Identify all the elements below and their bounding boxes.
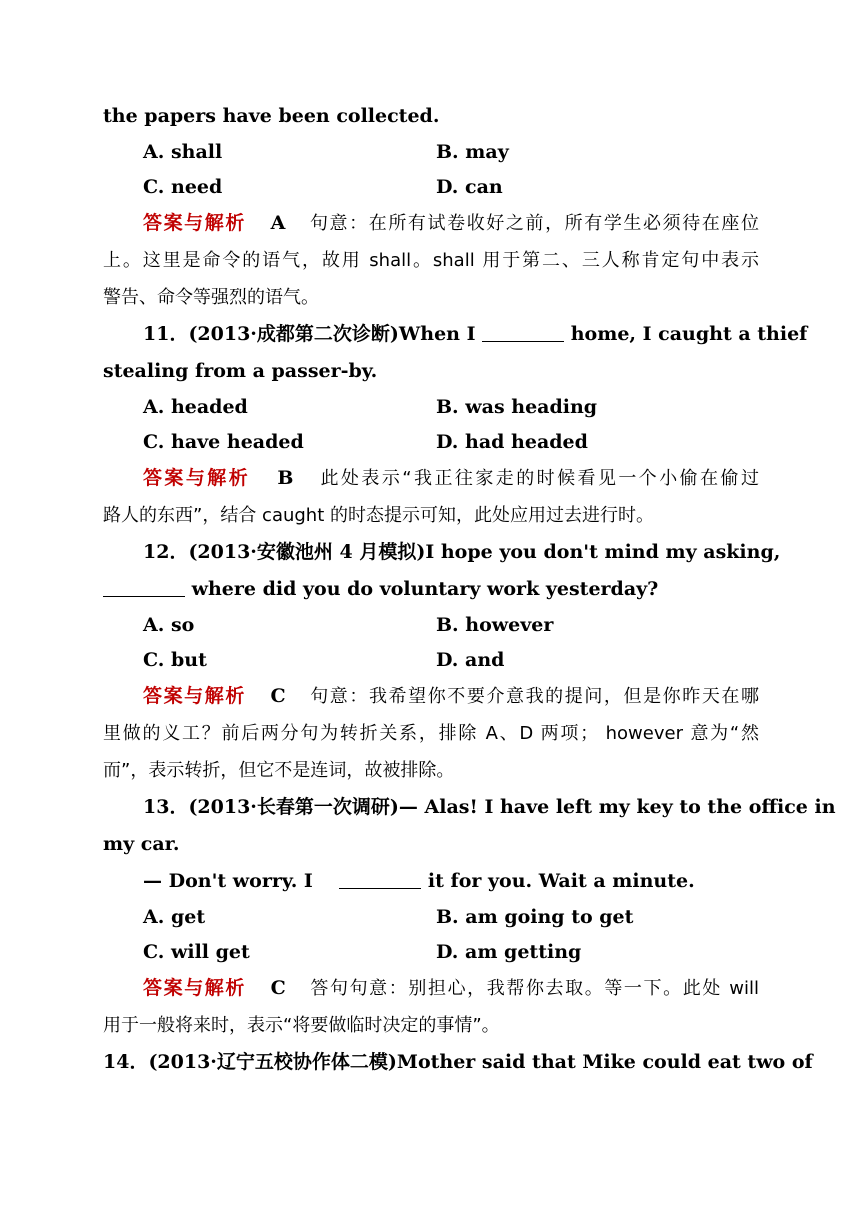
q12-explanation-1: 句意：我希望你不要介意我的提问，但是你昨天在哪 (310, 686, 759, 707)
q11-blank (482, 322, 564, 342)
q10-option-a: A. shall (143, 141, 223, 163)
q12-option-b: B. however (436, 614, 554, 636)
q12-option-c: C. but (143, 649, 207, 671)
q12-explanation-line-3 (103, 752, 759, 789)
q11-options-row-2 (103, 425, 759, 460)
q10-option-c: C. need (143, 176, 223, 198)
q11-option-a: A. headed (143, 396, 248, 418)
q13-explanation-2: 用于一般将来时，表示“将要做临时决定的事情”。 (103, 1015, 500, 1036)
q12-blank (103, 577, 185, 597)
q12-options-row-2 (103, 643, 759, 678)
q10-explanation-2: 上。这里是命令的语气，故用 shall。shall 用于第二、三人称肯定句中表示 (103, 250, 759, 271)
q13-stem-post: it for you. Wait a minute. (427, 870, 695, 892)
q10-explanation-1: 句意：在所有试卷收好之前，所有学生必须待在座位 (309, 213, 759, 234)
q13-answer-letter: C (270, 977, 286, 999)
q13-stem-text-2: my car. (103, 833, 180, 855)
q12-explanation-3: 而”，表示转折，但它不是连词，故被排除。 (103, 760, 455, 781)
q13-blank (339, 869, 421, 889)
q10-answer-line (103, 205, 759, 242)
q11-option-b: B. was heading (436, 396, 598, 418)
q10-stem-text: the papers have been collected. (103, 105, 440, 127)
q13-option-a: A. get (143, 906, 206, 928)
q11-stem-line-2 (103, 353, 759, 390)
q10-answer-label: 答案与解析 (143, 212, 246, 234)
q13-options-row-1 (103, 900, 759, 935)
q13-stem-line-1 (103, 789, 836, 826)
q10-stem-line (103, 98, 759, 135)
q12-explanation-2: 里做的义工？前后两分句为转折关系，排除 A、D 两项； however 意为“然 (103, 723, 759, 744)
q13-explanation-line-2 (103, 1007, 759, 1044)
q10-options-row-1 (103, 135, 759, 170)
q12-option-a: A. so (143, 614, 195, 636)
q11-explanation-line-2 (103, 497, 759, 534)
q14-stem-line-1 (103, 1044, 813, 1081)
q13-stem-line-3 (103, 863, 759, 900)
q11-answer-line (103, 460, 759, 497)
q13-option-b: B. am going to get (436, 906, 634, 928)
q13-stem-line-2 (103, 826, 759, 863)
q13-options-row-2 (103, 935, 759, 970)
q12-answer-line (103, 678, 759, 715)
q12-answer-letter: C (270, 685, 286, 707)
q13-answer-line (103, 970, 759, 1007)
q11-stem-text-2: stealing from a passer-by. (103, 360, 378, 382)
q11-option-c: C. have headed (143, 431, 304, 453)
q10-answer-letter: A (270, 212, 286, 234)
q12-answer-label: 答案与解析 (143, 685, 246, 707)
q14-stem-text-1: 14．(2013·辽宁五校协作体二模)Mother said that Mike could eat two of (103, 1051, 813, 1073)
q12-stem-post: where did you do voluntary work yesterday? (191, 578, 659, 600)
q12-explanation-line-2 (103, 715, 759, 752)
q10-explanation-line-3 (103, 279, 759, 316)
q11-option-d: D. had headed (436, 431, 588, 453)
q11-stem-post: home, I caught a thief (570, 323, 808, 345)
q10-options-row-2 (103, 170, 759, 205)
q10-option-d: D. can (436, 176, 503, 198)
q13-stem-text-1: 13．(2013·长春第一次调研)— Alas! I have left my key to the office in (143, 796, 836, 818)
q11-stem-pre: 11．(2013·成都第二次诊断)When I (143, 323, 476, 345)
q11-answer-label: 答案与解析 (143, 467, 251, 489)
q12-option-d: D. and (436, 649, 505, 671)
q13-option-d: D. am getting (436, 941, 582, 963)
q10-option-b: B. may (436, 141, 509, 163)
q13-option-c: C. will get (143, 941, 250, 963)
q11-stem-line-1 (103, 316, 808, 353)
q13-explanation-1: 答句句意：别担心，我帮你去取。等一下。此处 will (310, 978, 759, 999)
q11-explanation-2: 路人的东西”，结合 caught 的时态提示可知，此处应用过去进行时。 (103, 505, 654, 526)
q10-explanation-3: 警告、命令等强烈的语气。 (103, 287, 319, 308)
q13-stem-pre: — Don't worry. I (143, 870, 313, 892)
q13-answer-label: 答案与解析 (143, 977, 246, 999)
q11-options-row-1 (103, 390, 759, 425)
q11-answer-letter: B (277, 467, 294, 489)
q10-explanation-line-2 (103, 242, 759, 279)
q12-options-row-1 (103, 608, 759, 643)
q12-stem-line-2 (103, 571, 759, 608)
q12-stem-line-1 (103, 534, 781, 571)
document-page (103, 98, 836, 1081)
q11-explanation-1: 此处表示“我正往家走的时候看见一个小偷在偷过 (320, 468, 759, 489)
q12-stem-text-1: 12．(2013·安徽池州 4 月模拟)I hope you don't mind my asking, (143, 541, 781, 563)
